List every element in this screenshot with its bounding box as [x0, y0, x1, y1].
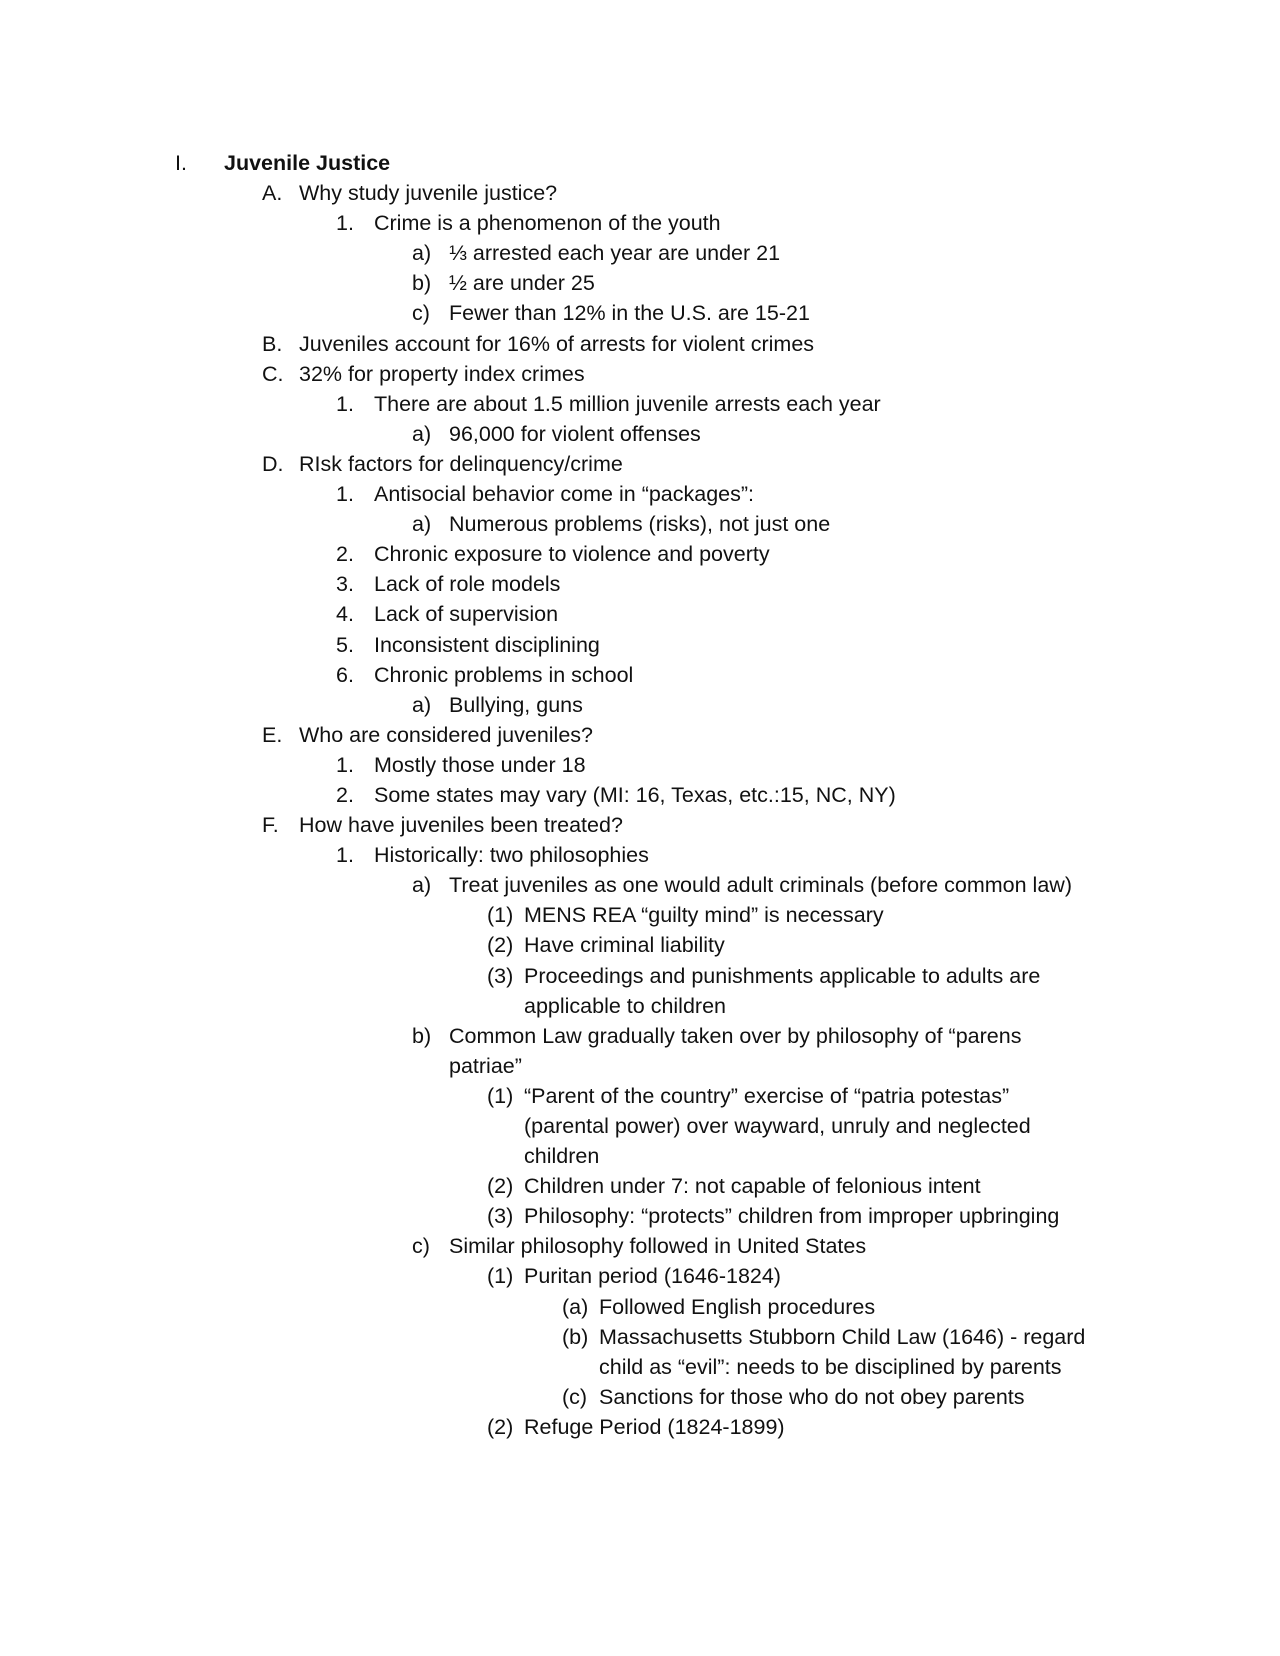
list-marker: (a) [562, 1294, 589, 1319]
list-marker: a) [412, 241, 432, 266]
list-item [0, 208, 1280, 238]
list-marker: 5. [336, 632, 354, 657]
list-item-text: (parental power) over wayward, unruly and neglected [524, 1114, 1031, 1138]
list-item [0, 961, 1280, 991]
list-marker: 2. [336, 782, 354, 807]
list-item-text: Why study juvenile justice? [299, 181, 558, 206]
list-item-text: Mostly those under 18 [374, 752, 586, 777]
list-marker: c) [412, 1234, 430, 1259]
list-item [0, 298, 1280, 328]
list-item-text: Some states may vary (MI: 16, Texas, etc.:15, NC, NY) [374, 782, 896, 807]
list-item [0, 449, 1280, 479]
list-item-text: Antisocial behavior come in “packages”: [374, 482, 755, 507]
list-item [0, 720, 1280, 750]
list-item-text: Massachusetts Stubborn Child Law (1646) - regard [599, 1324, 1086, 1349]
list-item-text: Historically: two philosophies [374, 843, 649, 868]
list-item-continuation [0, 1141, 1280, 1171]
list-item-text: Treat juveniles as one would adult criminals (before common law) [449, 873, 1072, 898]
list-item-text: Juveniles account for 16% of arrests for violent crimes [299, 331, 815, 356]
list-item-text: Sanctions for those who do not obey parents [599, 1384, 1025, 1409]
list-marker: 2. [336, 542, 354, 567]
list-marker: (1) [487, 903, 514, 928]
list-marker: 4. [336, 602, 354, 627]
list-item-text: Inconsistent disciplining [374, 632, 600, 657]
list-item [0, 780, 1280, 810]
list-item [0, 1322, 1280, 1352]
list-item-text: Chronic exposure to violence and poverty [374, 542, 770, 567]
list-item [0, 1201, 1280, 1231]
list-item-text: patriae” [449, 1053, 522, 1078]
list-item-text: How have juveniles been treated? [299, 813, 623, 838]
list-item [0, 389, 1280, 419]
list-item [0, 930, 1280, 960]
list-item [0, 509, 1280, 539]
list-item [0, 329, 1280, 359]
list-item [0, 810, 1280, 840]
list-marker: 6. [336, 662, 354, 687]
list-item-text: There are about 1.5 million juvenile arrests each year [374, 391, 881, 416]
list-item-text: Fewer than 12% in the U.S. are 15-21 [449, 301, 810, 326]
list-item [0, 1081, 1280, 1111]
list-item-text: Refuge Period (1824-1899) [524, 1414, 785, 1439]
list-marker: (1) [487, 1264, 514, 1289]
list-item-text: child as “evil”: needs to be disciplined by parents [599, 1354, 1062, 1379]
list-marker: (2) [487, 933, 514, 958]
list-item-text: Puritan period (1646-1824) [524, 1264, 781, 1289]
list-marker: 1. [336, 843, 354, 868]
list-item-text: Lack of supervision [374, 602, 559, 627]
outline [0, 148, 1280, 1442]
list-item-continuation [0, 1051, 1280, 1081]
list-item-text: Common Law gradually taken over by philosophy of “parens [449, 1023, 1022, 1048]
list-item [0, 630, 1280, 660]
list-item-text: Who are considered juveniles? [299, 722, 593, 747]
list-item-continuation [0, 1352, 1280, 1382]
list-marker: 1. [336, 482, 354, 507]
list-item [0, 479, 1280, 509]
list-marker: b) [412, 1023, 432, 1048]
list-item-text: 32% for property index crimes [299, 361, 585, 386]
list-item-continuation [0, 1111, 1280, 1141]
list-item [0, 268, 1280, 298]
list-marker: I. [175, 151, 187, 175]
list-marker: a) [412, 421, 432, 446]
list-item [0, 1292, 1280, 1322]
list-item-text: children [524, 1144, 600, 1169]
list-item [0, 840, 1280, 870]
list-marker: c) [412, 301, 430, 326]
list-item [0, 690, 1280, 720]
list-item-text: Have criminal liability [524, 933, 725, 958]
list-item [0, 569, 1280, 599]
outline-heading [0, 148, 1280, 178]
list-item-text: RIsk factors for delinquency/crime [299, 451, 623, 476]
list-marker: E. [262, 722, 283, 747]
list-marker: (2) [487, 1414, 514, 1439]
list-marker: (2) [487, 1174, 514, 1199]
list-item-text: Philosophy: “protects” children from improper upbringing [524, 1204, 1060, 1229]
list-item-text: Proceedings and punishments applicable to adults are [524, 963, 1041, 988]
list-item-text: Bullying, guns [449, 692, 583, 717]
list-marker: a) [412, 692, 432, 717]
list-marker: F. [262, 813, 279, 838]
list-marker: (1) [487, 1083, 514, 1108]
list-item [0, 419, 1280, 449]
list-item-text: Crime is a phenomenon of the youth [374, 211, 721, 236]
list-item-text: ⅓ arrested each year are under 21 [449, 241, 781, 266]
list-marker: (3) [487, 963, 514, 988]
list-item-text: Numerous problems (risks), not just one [449, 512, 831, 537]
list-item [0, 750, 1280, 780]
list-item-text: “Parent of the country” exercise of “patria potestas” [524, 1083, 1010, 1108]
list-item-text: Chronic problems in school [374, 662, 634, 687]
list-marker: 1. [336, 391, 354, 416]
list-item-text: Followed English procedures [599, 1294, 876, 1319]
list-item [0, 1021, 1280, 1051]
list-item [0, 870, 1280, 900]
list-marker: A. [262, 181, 283, 206]
list-item [0, 1171, 1280, 1201]
section-title: Juvenile Justice [224, 151, 391, 175]
list-item [0, 359, 1280, 389]
list-item [0, 599, 1280, 629]
list-item [0, 539, 1280, 569]
list-item-text: MENS REA “guilty mind” is necessary [524, 903, 884, 928]
list-item [0, 900, 1280, 930]
list-marker: b) [412, 271, 432, 296]
list-marker: (c) [562, 1384, 588, 1409]
list-item [0, 1231, 1280, 1261]
list-item-text: Children under 7: not capable of felonious intent [524, 1174, 981, 1199]
list-marker: B. [262, 331, 283, 356]
list-marker: D. [262, 451, 284, 476]
list-marker: 1. [336, 752, 354, 777]
list-marker: (3) [487, 1204, 514, 1229]
list-item [0, 178, 1280, 208]
list-item [0, 238, 1280, 268]
list-item [0, 1382, 1280, 1412]
list-marker: 1. [336, 211, 354, 236]
list-marker: 3. [336, 572, 354, 597]
list-marker: a) [412, 873, 432, 898]
list-item-text: applicable to children [524, 993, 726, 1018]
list-item-text: Similar philosophy followed in United States [449, 1234, 867, 1259]
list-marker: C. [262, 361, 284, 386]
list-item-text: ½ are under 25 [449, 271, 595, 296]
list-marker: a) [412, 512, 432, 537]
list-item-continuation [0, 991, 1280, 1021]
list-marker: (b) [562, 1324, 589, 1349]
list-item [0, 1261, 1280, 1291]
list-item [0, 660, 1280, 690]
list-item [0, 1412, 1280, 1442]
list-item-text: Lack of role models [374, 572, 561, 597]
list-item-text: 96,000 for violent offenses [449, 421, 701, 446]
